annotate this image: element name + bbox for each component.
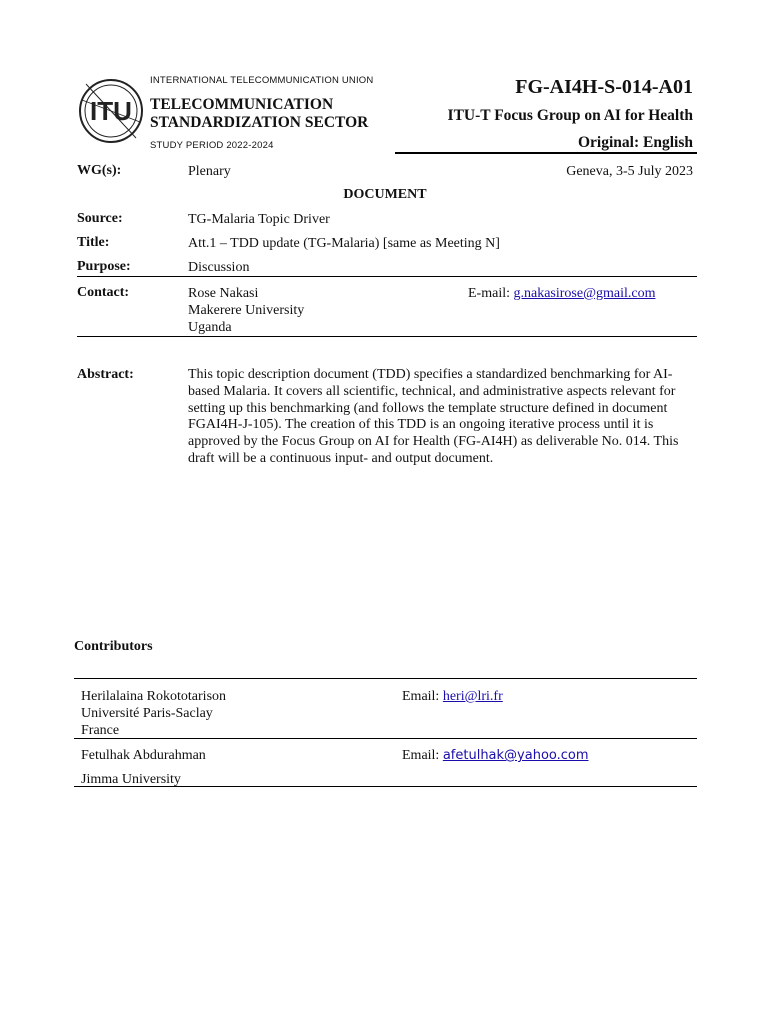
location-date: Geneva, 3-5 July 2023 [566, 164, 693, 179]
contributor-1-org: Université Paris-Saclay [81, 706, 213, 721]
contact-country: Uganda [188, 320, 232, 335]
original-language: Original: English [578, 134, 693, 151]
logo-text: ITU [90, 96, 132, 126]
contact-email-link[interactable]: g.nakasirose@gmail.com [513, 286, 656, 301]
contributor-1-country: France [81, 723, 120, 738]
contributor-2-email-link[interactable]: afetulhak@yahoo.com [442, 748, 589, 763]
contributors-heading: Contributors [74, 639, 153, 654]
purpose-label: Purpose: [77, 259, 131, 274]
source-value: TG-Malaria Topic Driver [188, 212, 330, 227]
contributor-1-email-label: Email: [402, 689, 443, 704]
contact-name: Rose Nakasi [188, 286, 259, 301]
purpose-rule [77, 276, 697, 277]
study-period: STUDY PERIOD 2022-2024 [150, 140, 274, 151]
contributors-bottom-rule [74, 786, 697, 787]
contributor-2-name: Fetulhak Abdurahman [81, 748, 206, 763]
contributor-2-email-row [402, 747, 589, 764]
wg-value: Plenary [188, 164, 231, 179]
header-rule [395, 152, 697, 154]
sector-line-1: TELECOMMUNICATION [150, 96, 334, 113]
contact-rule [77, 336, 697, 337]
contact-email-row [468, 285, 655, 302]
wg-label: WG(s): [77, 163, 122, 178]
focus-group-title: ITU-T Focus Group on AI for Health [447, 107, 693, 124]
sector-line-2: STANDARDIZATION SECTOR [150, 114, 369, 131]
contributor-1-name: Herilalaina Rokototarison [81, 689, 227, 704]
itu-logo [76, 76, 146, 146]
purpose-value: Discussion [188, 260, 250, 275]
title-value: Att.1 – TDD update (TG-Malaria) [same as Meeting N] [188, 236, 500, 251]
contributors-top-rule [74, 678, 697, 679]
contact-label: Contact: [77, 285, 130, 300]
abstract-label: Abstract: [77, 367, 134, 382]
contributor-2-org: Jimma University [81, 772, 181, 787]
doc-number: FG-AI4H-S-014-A01 [515, 76, 693, 98]
contact-org: Makerere University [188, 303, 305, 318]
source-label: Source: [77, 211, 123, 226]
contributor-1-rule [74, 738, 697, 739]
document-heading: DOCUMENT [343, 187, 427, 202]
contributor-1-email-row [402, 688, 503, 705]
contributor-2-email-label: Email: [402, 748, 443, 763]
contact-email-label: E-mail: [468, 286, 514, 301]
title-label: Title: [77, 235, 110, 250]
union-name: INTERNATIONAL TELECOMMUNICATION UNION [150, 75, 374, 86]
abstract-text: This topic description document (TDD) specifies a standardized benchmarking for AI-based Malaria. It covers all scientific, technical, and administrative aspects relevant for setting up this benchmarking (and follows the template structure defined in document FGAI4H-J-105). The creation of this TDD is an ongoing iterative process until it is approved by the Focus Group on AI for Health (FG-AI4H) as deliverable No. 014. This draft will be a continuous input- and output document. [188, 367, 679, 466]
contributor-1-email-link[interactable]: heri@lri.fr [442, 689, 503, 704]
